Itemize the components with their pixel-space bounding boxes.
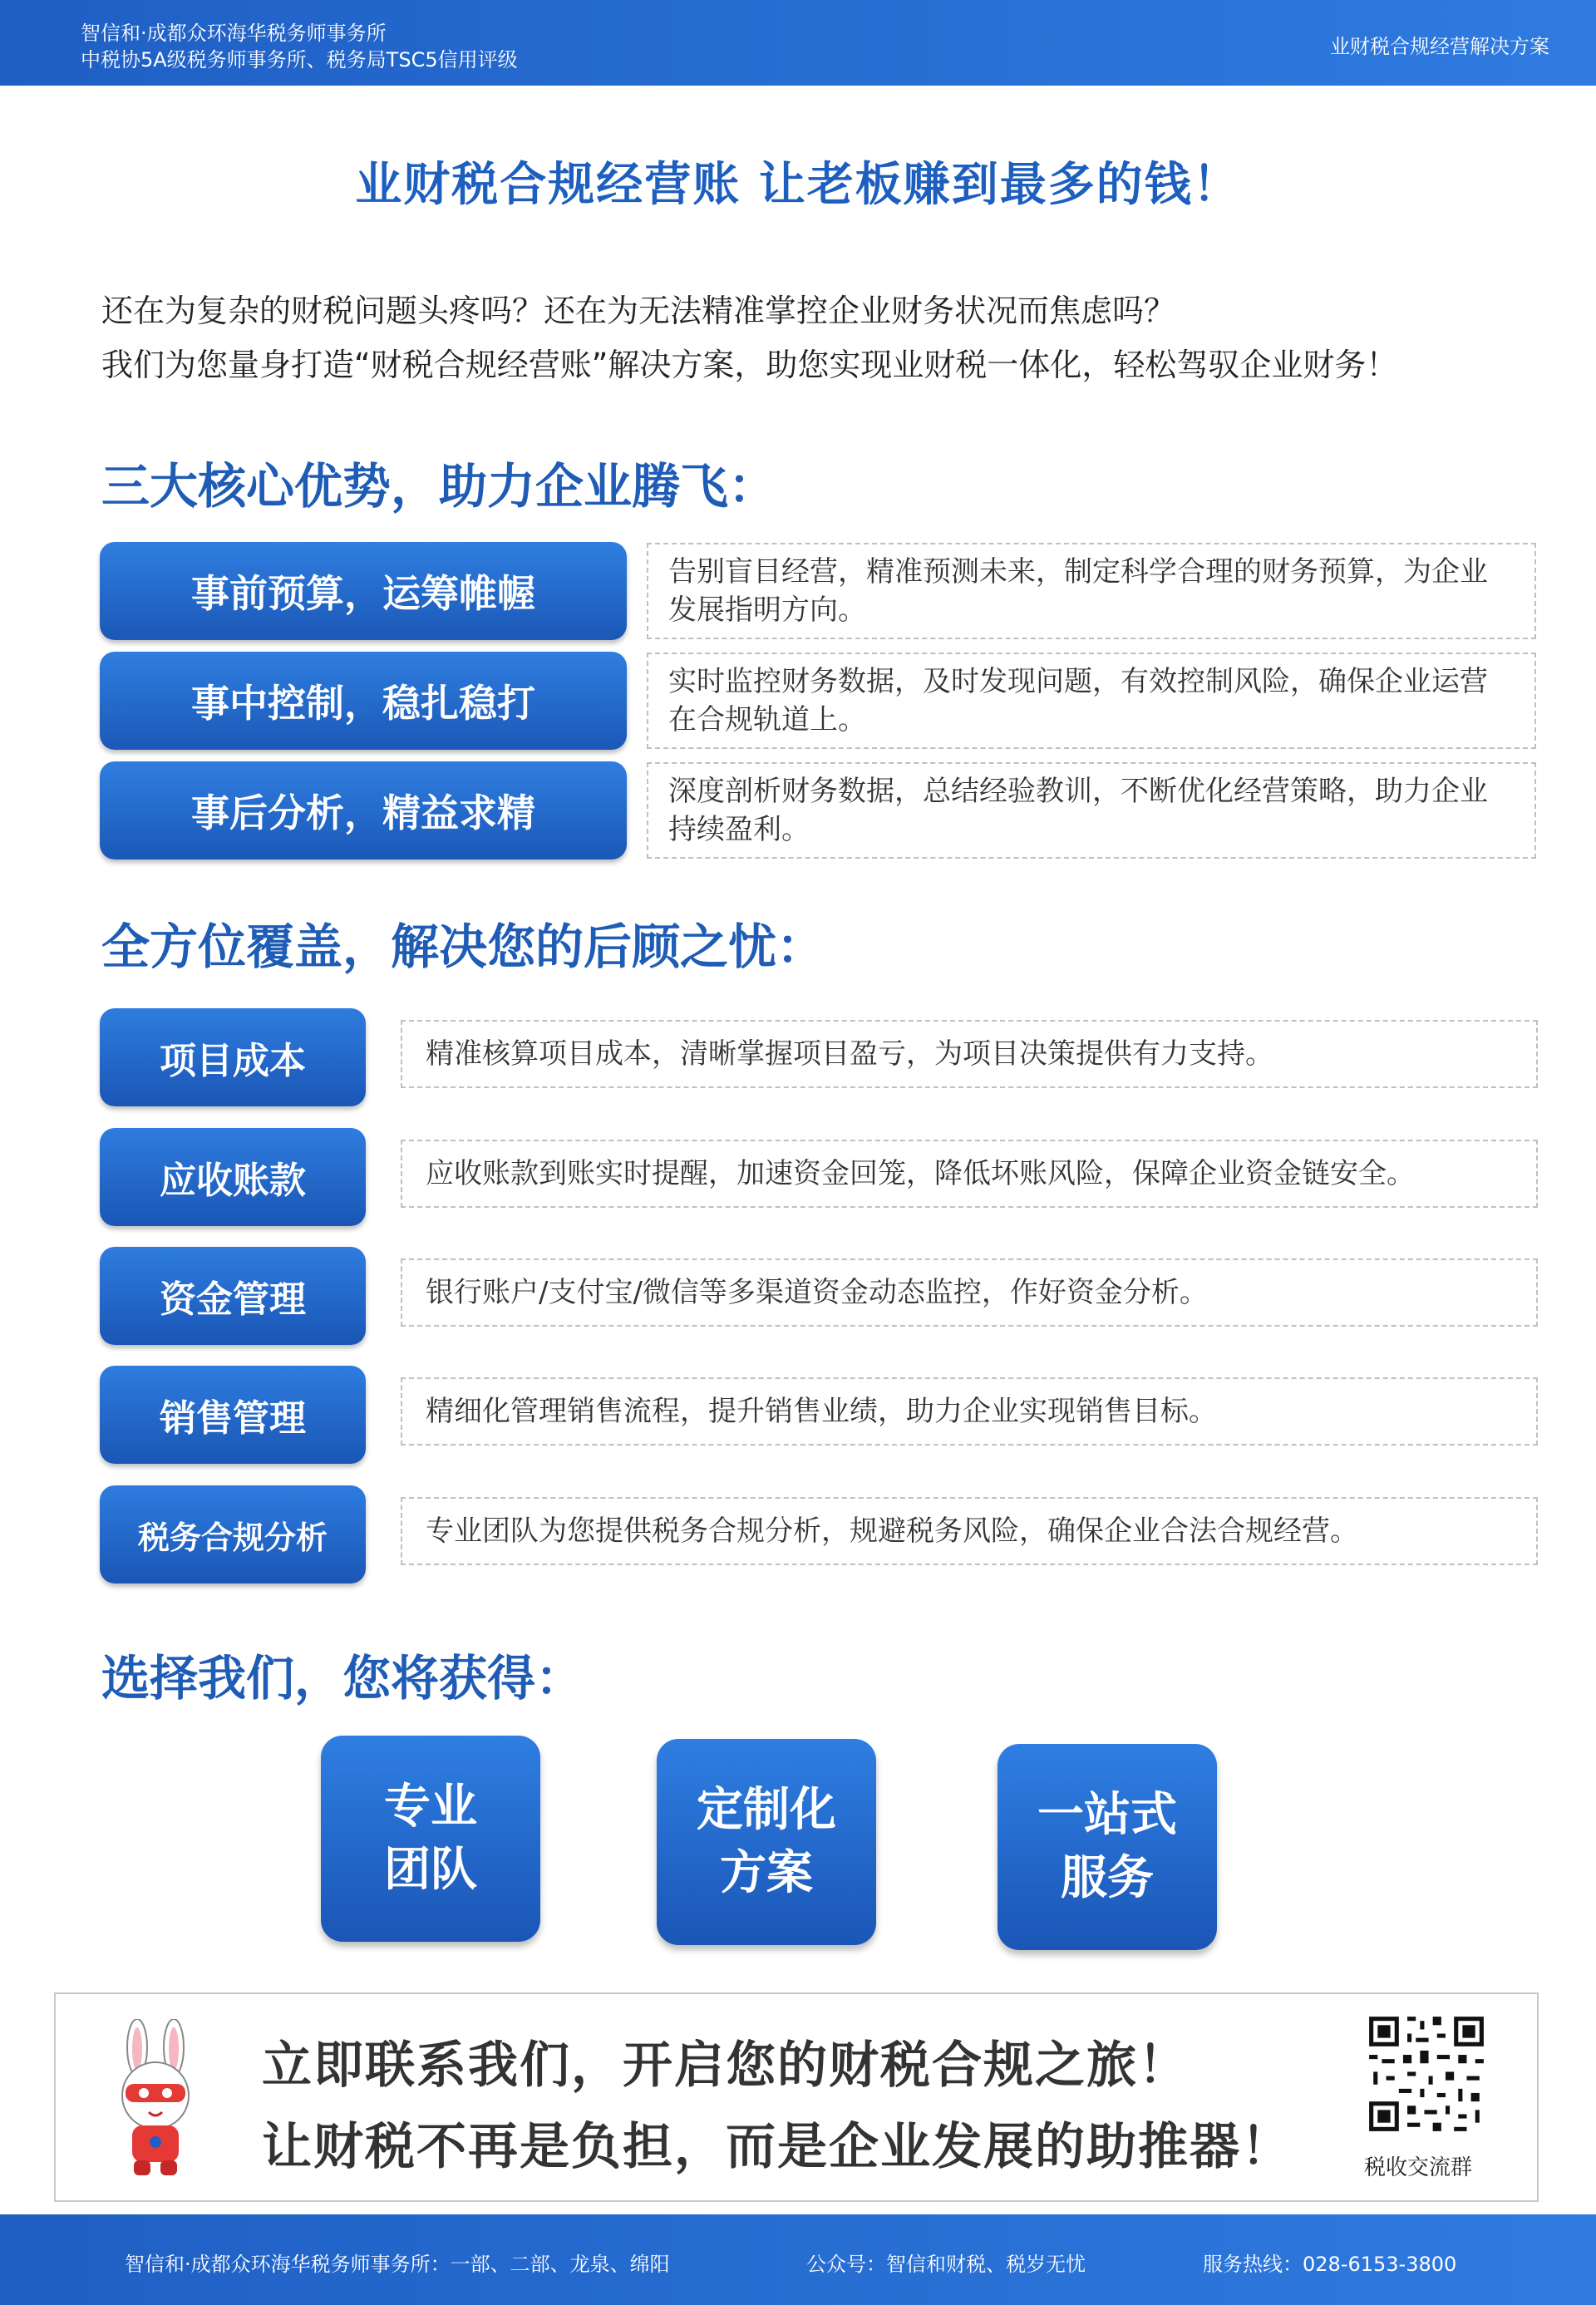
benefit-line: 服务 [1061, 1851, 1154, 1905]
benefit-line: 专业 [384, 1780, 477, 1834]
coverage-desc: 应收账款到账实时提醒，加速资金回笼，降低坏账风险，保障企业资金链安全。 [401, 1140, 1538, 1208]
contact-line-1: 立即联系我们，开启您的财税合规之旅！ [262, 2037, 1190, 2095]
org-name: 智信和·成都众环海华税务师事务所 [81, 22, 387, 45]
intro-line-2: 我们为您量身打造“财税合规经营账”解决方案，助您实现业财税一体化，轻松驾驭企业财务！ [101, 347, 1398, 383]
footer-hotline[interactable]: 服务热线：028-6153-3800 [1203, 2253, 1457, 2276]
coverage-desc: 精准核算项目成本，清晰掌握项目盈亏，为项目决策提供有力支持。 [401, 1020, 1538, 1088]
advantage-button-post-analysis[interactable]: 事后分析，精益求精 [100, 761, 627, 859]
contact-line-2: 让财税不再是负担，而是企业发展的助推器！ [262, 2118, 1293, 2176]
footer-branches: 智信和·成都众环海华税务师事务所：一部、二部、龙泉、绵阳 [125, 2253, 670, 2276]
intro-line-1: 还在为复杂的财税问题头疼吗？还在为无法精准掌控企业财务状况而焦虑吗？ [101, 293, 1176, 329]
benefit-custom-plan [657, 1739, 876, 1945]
advantage-desc: 告别盲目经营，精准预测未来，制定科学合理的财务预算，为企业发展指明方向。 [647, 543, 1536, 639]
page-headline: 业财税合规经营账 让老板赚到最多的钱！ [355, 158, 1241, 212]
org-credentials: 中税协5A级税务师事务所、税务局TSC5信用评级 [81, 48, 518, 71]
coverage-desc: 银行账户/支付宝/微信等多渠道资金动态监控，作好资金分析。 [401, 1258, 1538, 1327]
advantages-title: 三大核心优势，助力企业腾飞： [101, 458, 777, 515]
coverage-button-fund-management[interactable]: 资金管理 [100, 1247, 366, 1345]
benefits-title: 选择我们，您将获得： [101, 1650, 584, 1707]
benefit-one-stop-service [998, 1744, 1217, 1950]
benefit-line: 定制化 [697, 1783, 836, 1837]
coverage-desc: 精细化管理销售流程，提升销售业绩，助力企业实现销售目标。 [401, 1377, 1538, 1446]
footer-bar [0, 2214, 1596, 2305]
coverage-button-receivables[interactable]: 应收账款 [100, 1128, 366, 1226]
mascot-rabbit-icon [107, 2019, 204, 2182]
coverage-title: 全方位覆盖，解决您的后顾之忧： [101, 919, 825, 975]
coverage-desc: 专业团队为您提供税务合规分析，规避税务风险，确保企业合法合规经营。 [401, 1497, 1538, 1565]
benefit-professional-team [321, 1736, 540, 1942]
advantage-desc: 实时监控财务数据，及时发现问题，有效控制风险，确保企业运营在合规轨道上。 [647, 653, 1536, 749]
coverage-button-sales-management[interactable]: 销售管理 [100, 1366, 366, 1464]
qr-code-icon [1365, 2012, 1488, 2135]
advantage-button-in-control[interactable]: 事中控制，稳扎稳打 [100, 652, 627, 750]
coverage-button-project-cost[interactable]: 项目成本 [100, 1008, 366, 1106]
benefit-line: 团队 [384, 1843, 477, 1897]
header-tagline: 业财税合规经营解决方案 [1330, 35, 1549, 58]
top-header-bar [0, 0, 1596, 86]
advantage-desc: 深度剖析财务数据，总结经验教训，不断优化经营策略，助力企业持续盈利。 [647, 762, 1536, 859]
coverage-button-tax-compliance[interactable]: 税务合规分析 [100, 1485, 366, 1583]
qr-caption: 税收交流群 [1364, 2155, 1473, 2180]
footer-wechat: 公众号：智信和财税、税岁无忧 [806, 2253, 1086, 2276]
benefit-line: 方案 [720, 1846, 813, 1900]
benefit-line: 一站式 [1037, 1788, 1177, 1842]
advantage-button-pre-budget[interactable]: 事前预算，运筹帷幄 [100, 542, 627, 640]
contact-panel [54, 1992, 1539, 2202]
